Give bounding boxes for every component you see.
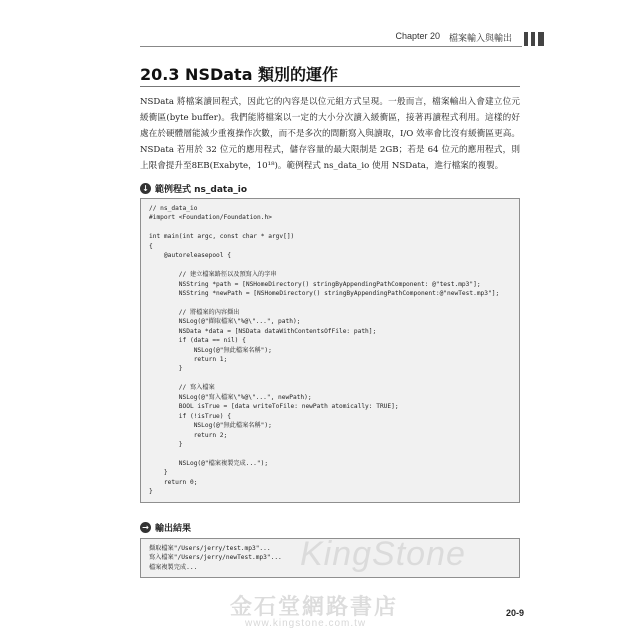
example-caption-text: 範例程式 ns_data_io (155, 185, 248, 195)
code-line: NSLog(@"無此檔案名稱"); (149, 346, 272, 354)
chapter-title: 檔案輸入與輸出 (448, 34, 512, 44)
code-line: NSString *path = [NSHomeDirectory() stringByAppendingPathComponent: @"test.mp3"]; (149, 280, 481, 288)
output-line: 寫入檔案"/Users/jerry/newTest.mp3"... (149, 554, 282, 562)
arrow-right-icon: → (140, 522, 151, 533)
code-line (141, 298, 519, 307)
code-line: NSLog(@"檔案複製完成..."); (149, 459, 269, 467)
code-line: } (149, 365, 183, 373)
output-caption-text: 輸出結果 (155, 524, 192, 534)
code-line: #import <Foundation/Foundation.h> (149, 214, 272, 222)
code-line: } (149, 488, 153, 496)
code-line: NSData *data = [NSData dataWithContentsOfFile: path]; (149, 327, 377, 335)
output-line: 檔案複製完成... (149, 563, 198, 571)
code-line: BOOL isTrue = [data writeToFile: newPath atomically: TRUE]; (149, 403, 399, 411)
code-listing (140, 198, 520, 503)
code-line: } (149, 469, 168, 477)
code-line: if (!isTrue) { (149, 412, 231, 420)
watermark-url: www.kingstone.com.tw (245, 618, 367, 629)
code-line: return 1; (149, 356, 228, 363)
example-caption (140, 182, 247, 195)
code-line: NSLog(@"無此檔案名稱"); (149, 422, 272, 430)
code-line (141, 449, 519, 458)
code-line: } (149, 440, 183, 448)
output-caption (140, 521, 191, 534)
chapter-label: Chapter 20 (395, 31, 440, 41)
code-line: @autoreleasepool { (149, 252, 231, 260)
code-line (141, 223, 519, 232)
code-line: // ns_data_io (149, 205, 198, 212)
page-number: 20-9 (505, 608, 524, 618)
header-decoration-bars (524, 32, 546, 46)
code-line: return 0; (149, 478, 198, 486)
code-line: int main(int argc, const char * argv[]) (149, 233, 295, 241)
code-line: { (149, 242, 153, 250)
watermark-name: 金石堂網路書店 (230, 594, 399, 620)
code-line: if (data == nil) { (149, 337, 246, 345)
section-heading: 20.3 NSData 類別的運作 (140, 65, 339, 84)
running-header (0, 28, 640, 48)
watermark-logo: KingStone (300, 535, 466, 573)
code-line: // 建立檔案路徑以及預寫入的字串 (149, 271, 277, 279)
arrow-down-icon: ↓ (140, 183, 151, 194)
code-line: NSString *newPath = [NSHomeDirectory() stringByAppendingPathComponent:@"newTest.mp3"]; (149, 289, 500, 297)
code-line: // 將檔案的內容擷出 (149, 308, 240, 316)
heading-rule (140, 86, 520, 87)
code-line (141, 261, 519, 270)
code-line: NSLog(@"寫入檔案\"%@\"...", newPath); (149, 393, 312, 401)
code-line: // 寫入檔案 (149, 384, 215, 392)
header-rule (140, 46, 522, 47)
code-line: NSLog(@"擷取檔案\"%@\"...", path); (149, 318, 301, 326)
body-paragraph: NSData 將檔案讀回程式，因此它的內容是以位元組方式呈現。一般而言，檔案輸出入會建立位元緩衝區(byte buffer)。我們能將檔案以一定的大小分次讀入緩衝區，接著再讀程式利用。這樣的好處在於硬體層能減少重複操作次數，而不是多次的間斷寫入與讀取，I/O 效率會比沒有緩衝區更高。NSData 若用於 32 位元的應用程式，儲存容量的最大限制是 2GB；若是 64 位元的應用程式，則上限會提升至8EB(Exabyte，10¹⁸)。範例程式 ns_data_io 使用 NSData，進行檔案的複製。 (140, 97, 520, 171)
code-line: return 2; (149, 431, 228, 439)
output-line: 擷取檔案"/Users/jerry/test.mp3"... (149, 545, 271, 552)
code-line (141, 374, 519, 383)
